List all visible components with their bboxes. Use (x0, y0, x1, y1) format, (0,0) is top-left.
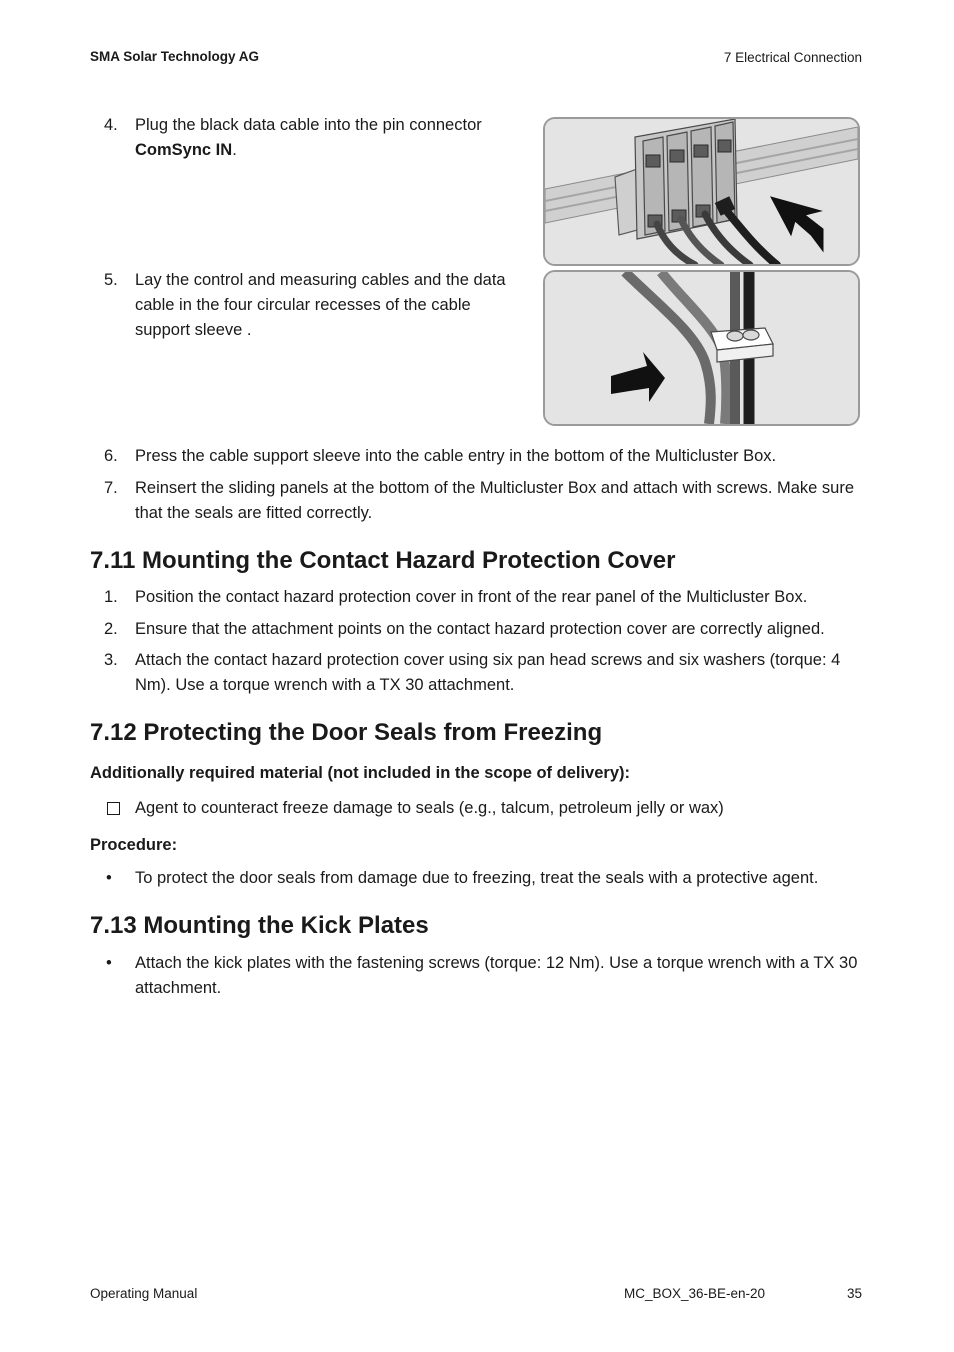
step-number: 3. (104, 651, 118, 669)
step-text: Attach the contact hazard protection cover using six pan head screws and six washers (torque: 4 Nm). Use a torque wrench with a TX 30 attachment. (135, 651, 841, 694)
section-title-7-13: 7.13 Mounting the Kick Plates (90, 912, 429, 939)
material-label: Additionally required material (not included in the scope of delivery): (90, 764, 630, 782)
material-item (90, 796, 870, 821)
step-number: 7. (104, 479, 118, 497)
header-chapter: 7 Electrical Connection (723, 50, 862, 65)
procedure-label: Procedure: (90, 836, 178, 854)
step-text: Position the contact hazard protection cover in front of the rear panel of the Multicluster Box. (135, 588, 808, 606)
section-title-7-12: 7.12 Protecting the Door Seals from Freezing (90, 719, 603, 746)
section-title-7-11: 7.11 Mounting the Contact Hazard Protection Cover (90, 547, 676, 574)
header-company: SMA Solar Technology AG (90, 49, 260, 64)
step-number: 4. (104, 116, 118, 134)
step-text: Ensure that the attachment points on the contact hazard protection cover are correctly aligned. (135, 620, 825, 638)
step-number: 5. (104, 271, 118, 289)
bullet-icon: • (106, 869, 112, 887)
procedure-item (90, 866, 870, 891)
step-3 (90, 648, 870, 698)
footer-doc: Operating Manual (90, 1286, 198, 1301)
step-text: Plug the black data cable into the pin connector ComSync IN. (135, 116, 482, 159)
step-number: 2. (104, 620, 118, 638)
footer-code: MC_BOX_36-BE-en-20 (624, 1286, 766, 1301)
figure-cable-support-sleeve (543, 270, 860, 426)
step-1 (90, 585, 870, 610)
step-number: 6. (104, 447, 118, 465)
procedure-text: To protect the door seals from damage due to freezing, treat the seals with a protective agent. (135, 869, 819, 887)
material-text: Agent to counteract freeze damage to seals (e.g., talcum, petroleum jelly or wax) (135, 799, 724, 817)
step-text: Press the cable support sleeve into the cable entry in the bottom of the Multicluster Box. (135, 447, 777, 465)
step-text: Reinsert the sliding panels at the bottom of the Multicluster Box and attach with screws. Make sure that the seals are fitted correctly. (135, 479, 855, 522)
step-7 (90, 476, 870, 526)
checkbox-icon (107, 802, 120, 815)
step-text: Lay the control and measuring cables and the data cable in the four circular recesses of the cable support sleeve . (135, 271, 506, 339)
bullet-icon: • (106, 954, 112, 972)
kick-plate-item (90, 951, 870, 1001)
step-2 (90, 617, 870, 642)
page-number: 35 (846, 1286, 862, 1301)
step-6 (90, 444, 870, 469)
figure-data-cable-connector (543, 117, 860, 266)
connector-name: ComSync IN (135, 141, 233, 159)
step-number: 1. (104, 588, 118, 606)
kick-plate-text: Attach the kick plates with the fastening screws (torque: 12 Nm). Use a torque wrench with a TX 30 attachment. (135, 954, 858, 997)
